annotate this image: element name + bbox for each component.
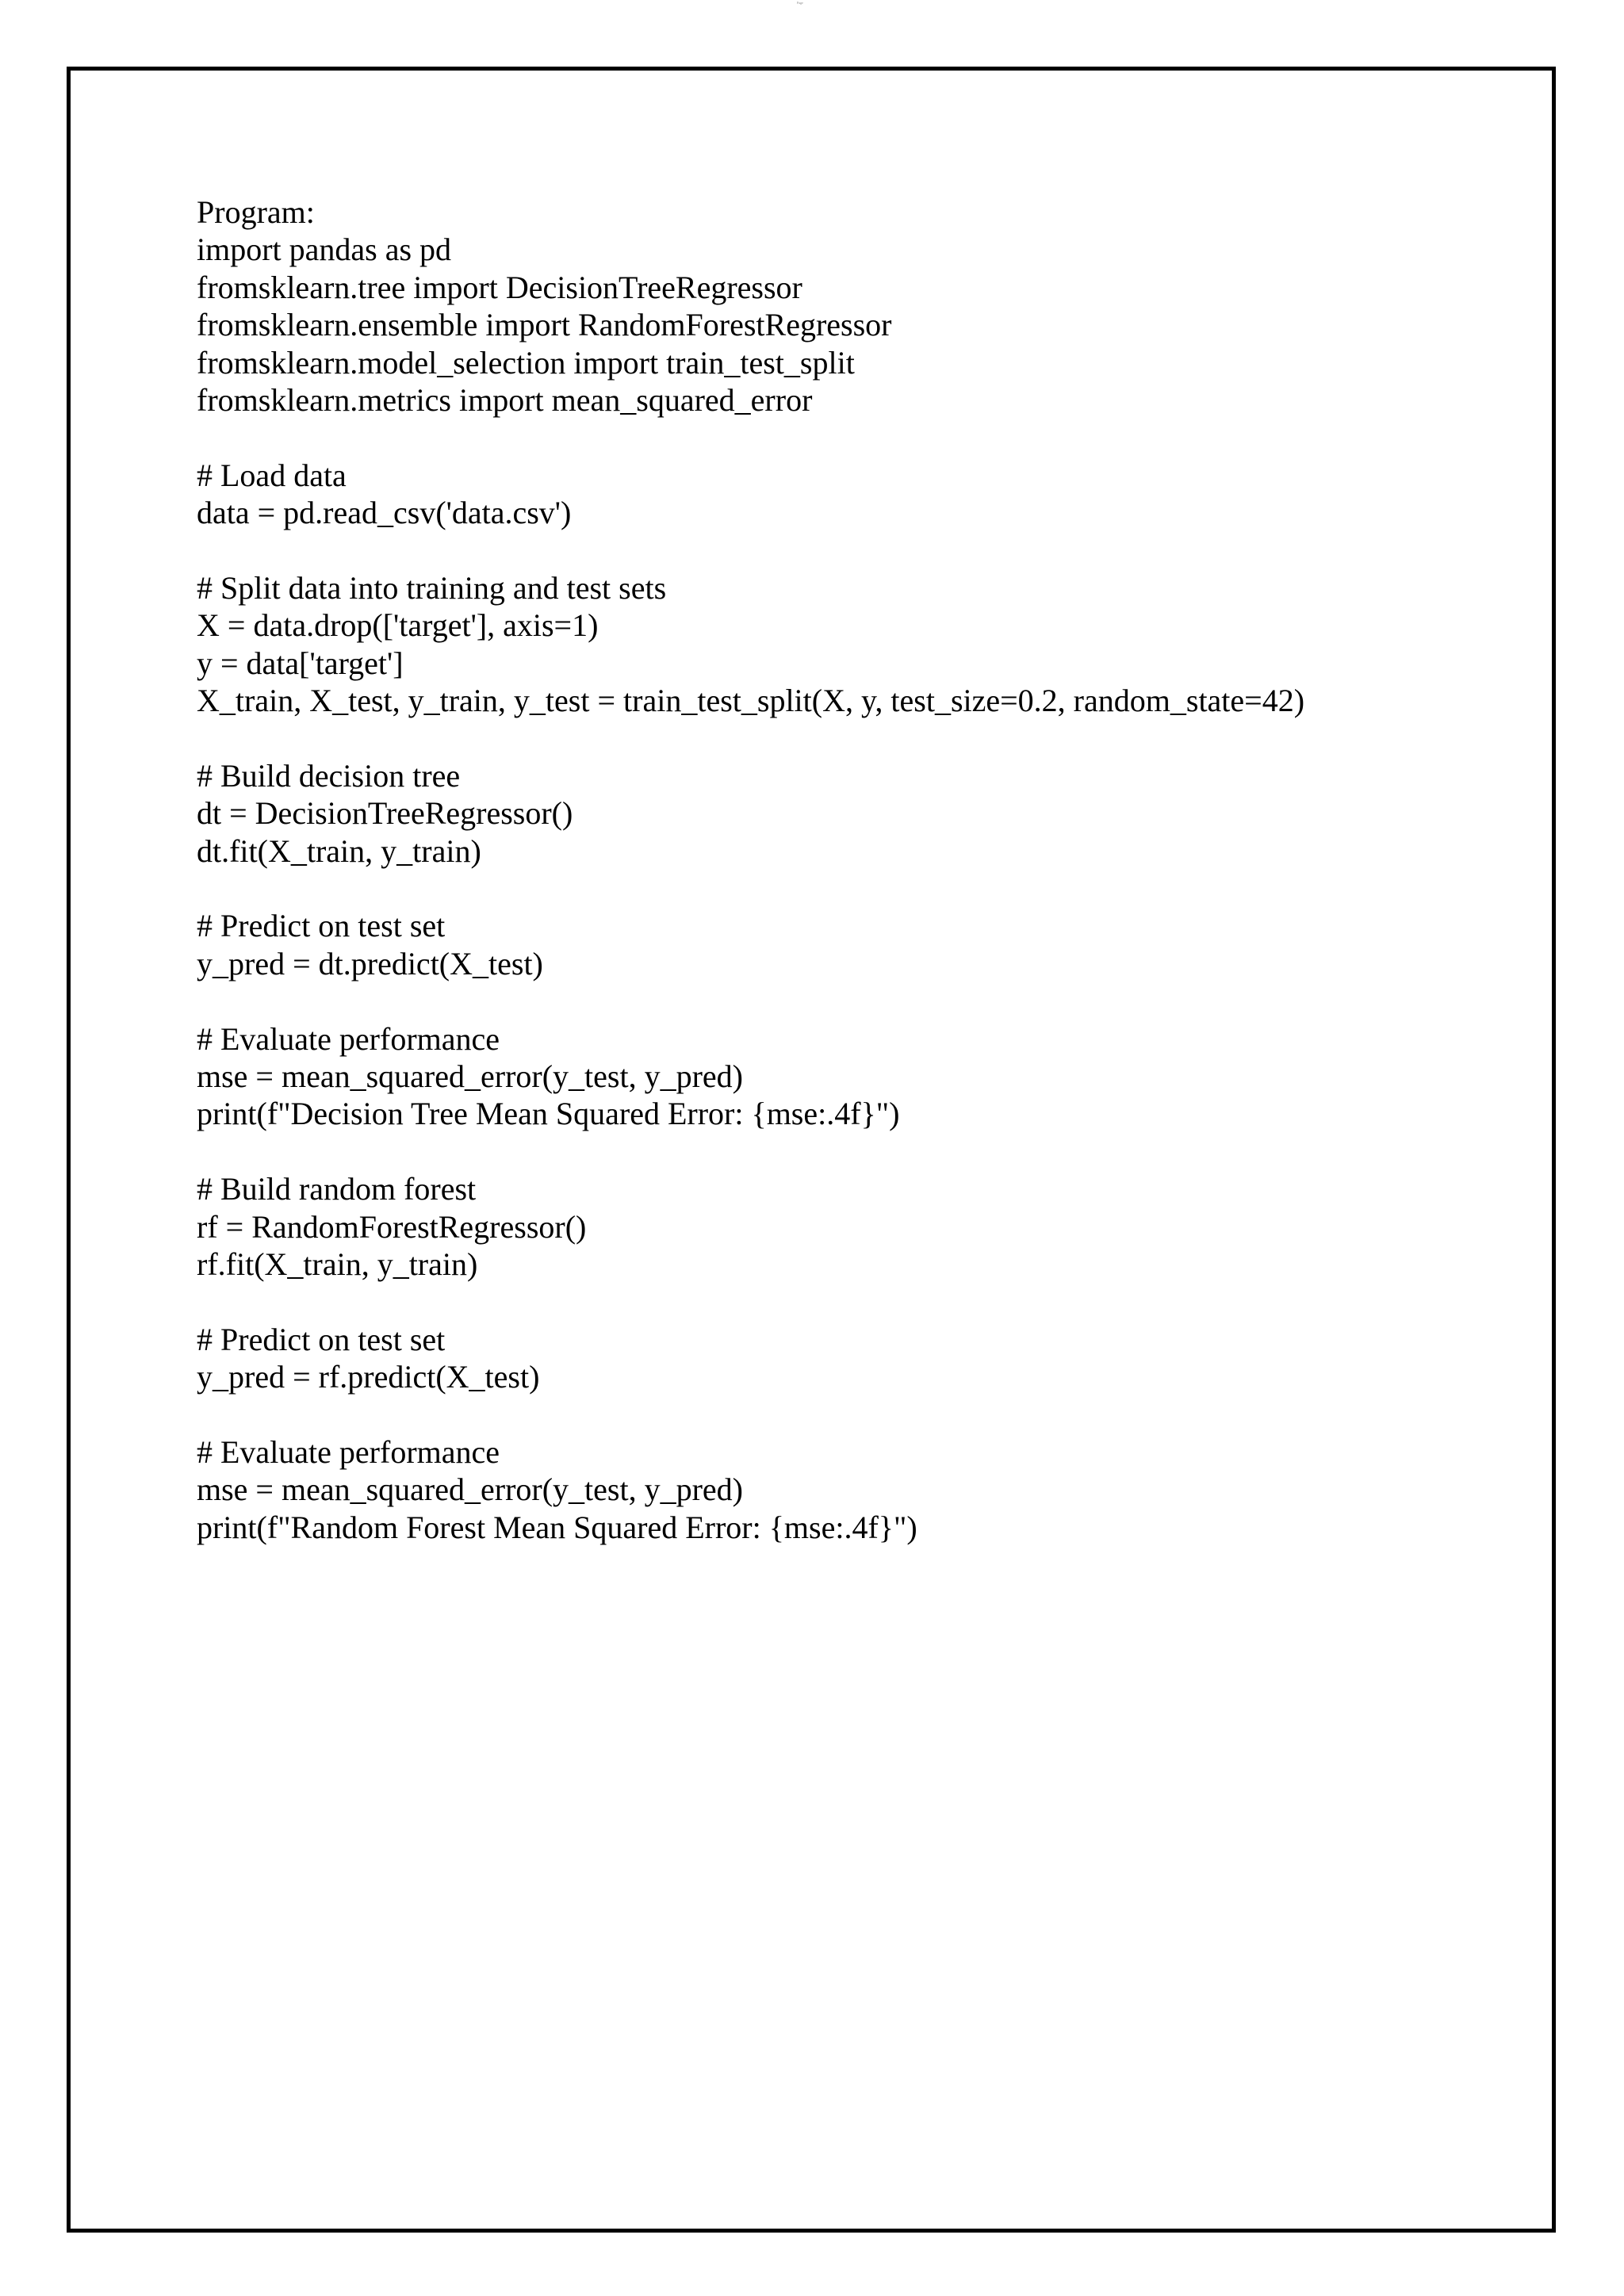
page-header-mark: Page [797, 2, 803, 5]
blank-line [197, 870, 1513, 907]
code-line: fromsklearn.tree import DecisionTreeRegressor [197, 269, 802, 305]
code-line: print(f"Random Forest Mean Squared Error: {mse:.4f}") [197, 1509, 917, 1545]
code-line: y_pred = rf.predict(X_test) [197, 1359, 540, 1395]
code-line: fromsklearn.metrics import mean_squared_error [197, 381, 813, 418]
code-comment-line: # Predict on test set [197, 908, 446, 944]
code-line: fromsklearn.model_selection import train_test_split [197, 344, 855, 381]
code-line: import pandas as pd [197, 232, 452, 268]
blank-line [197, 532, 1513, 569]
code-line: fromsklearn.ensemble import RandomForestRegressor [197, 307, 892, 343]
blank-line [197, 419, 1513, 456]
code-comment-line: # Build random forest [197, 1171, 477, 1207]
code-line: y_pred = dt.predict(X_test) [197, 945, 543, 982]
code-line: mse = mean_squared_error(y_test, y_pred) [197, 1058, 743, 1094]
code-line: rf = RandomForestRegressor() [197, 1208, 587, 1245]
program-heading: Program: [197, 194, 315, 230]
code-comment-line: # Load data [197, 457, 347, 493]
code-line: rf.fit(X_train, y_train) [197, 1246, 478, 1282]
code-line: y = data['target'] [197, 645, 404, 681]
code-comment-line: # Evaluate performance [197, 1433, 500, 1470]
blank-line [197, 1133, 1513, 1170]
code-line: X = data.drop(['target'], axis=1) [197, 607, 599, 644]
code-comment-line: # Build decision tree [197, 757, 461, 794]
code-comment-line: # Split data into training and test sets [197, 569, 667, 606]
blank-line [197, 982, 1513, 1020]
code-line: dt = DecisionTreeRegressor() [197, 795, 573, 832]
blank-line [197, 719, 1513, 756]
code-line: print(f"Decision Tree Mean Squared Error: {mse:.4f}") [197, 1096, 900, 1132]
code-comment-line: # Predict on test set [197, 1321, 446, 1357]
program-code-block [197, 193, 1513, 1546]
blank-line [197, 1396, 1513, 1433]
blank-line [197, 1283, 1513, 1320]
code-line: dt.fit(X_train, y_train) [197, 832, 481, 869]
code-line: data = pd.read_csv('data.csv') [197, 495, 572, 531]
code-comment-line: # Evaluate performance [197, 1020, 500, 1057]
code-line: X_train, X_test, y_train, y_test = train_test_split(X, y, test_size=0.2, random_state=42) [197, 683, 1305, 719]
code-line: mse = mean_squared_error(y_test, y_pred) [197, 1471, 743, 1508]
